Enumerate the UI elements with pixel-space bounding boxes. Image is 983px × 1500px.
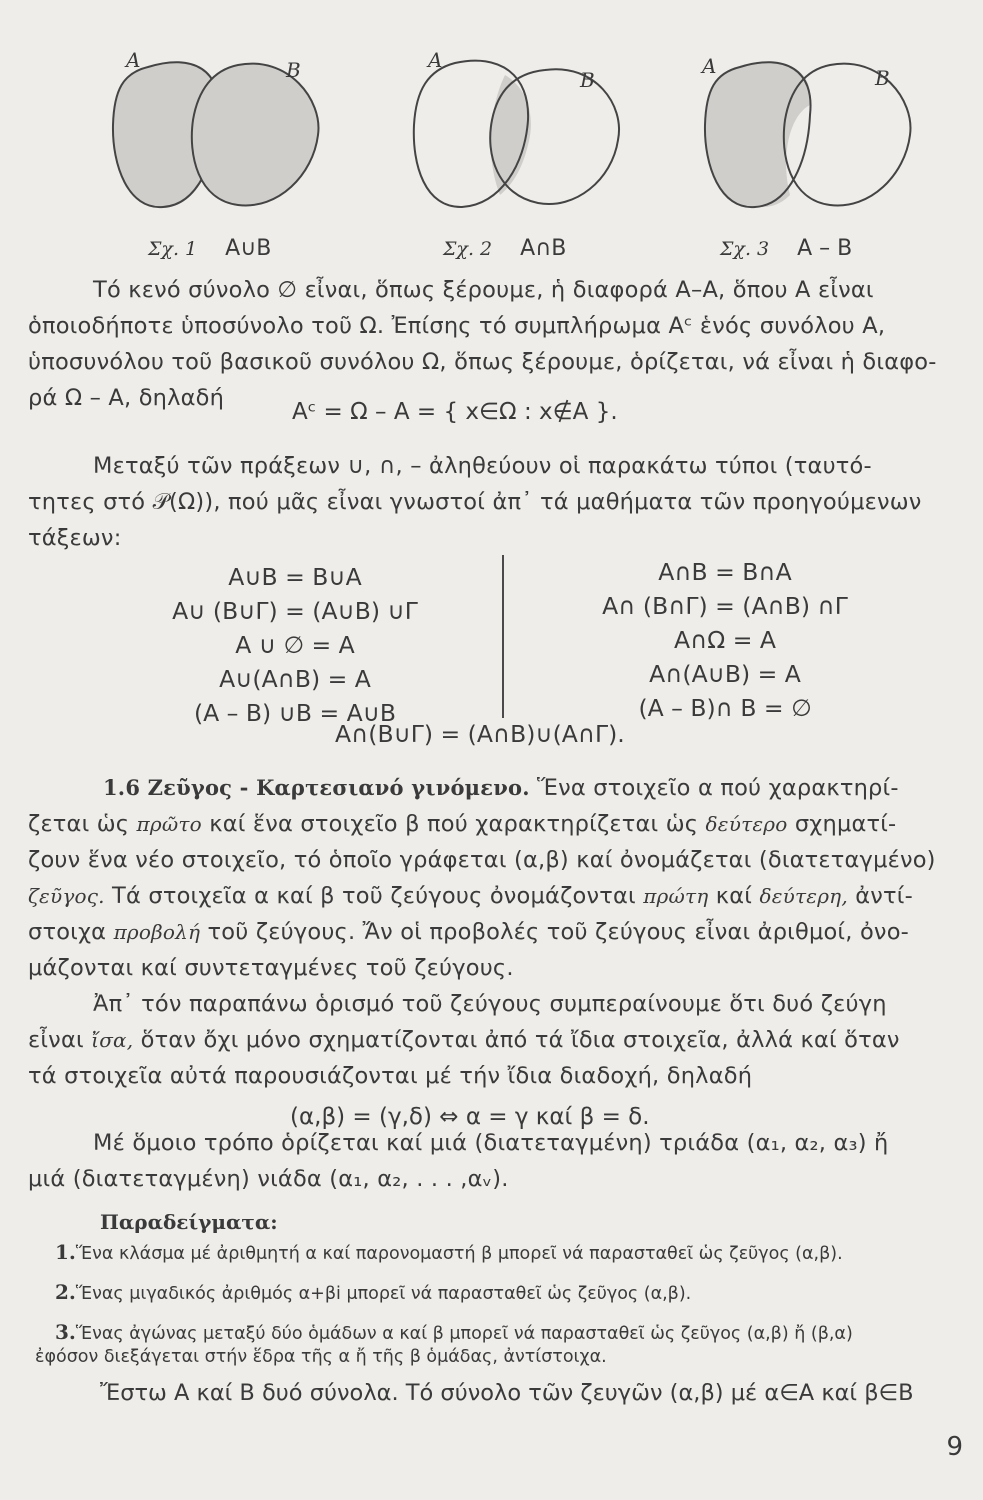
text-run: ὅταν ὄχι μόνο σχηματίζονται ἀπό τά ἴδια στοιχεῖα, ἀλλά καί ὅταν xyxy=(133,1027,900,1053)
text-line: ζουν ἕνα νέο στοιχεῖο, τό ὁποῖο γράφεται (α,β) καί ὀνομάζεται (διατεταγμένο) xyxy=(28,847,936,873)
figure-caption-3 xyxy=(720,236,852,261)
text-run: τοῦ ζεύγους. Ἄν οἱ προβολές τοῦ ζεύγους εἶναι ἀριθμοί, ὀνο- xyxy=(200,919,909,945)
identity-distributive: A∩(B∪Γ) = (A∩B)∪(A∩Γ). xyxy=(335,720,625,748)
figure-number: Σχ. 3 xyxy=(720,238,770,260)
figure-operation: A∩B xyxy=(520,236,567,261)
figure-operation: A∪B xyxy=(225,236,272,261)
text-run: σχηματί- xyxy=(787,811,897,837)
text-line xyxy=(28,914,958,950)
figure-operation: A – B xyxy=(797,236,853,261)
identities-right-column xyxy=(540,555,910,725)
venn-figure-difference xyxy=(690,45,930,225)
emphasis: δεύτερη, xyxy=(759,884,848,908)
pair-equality-formula: (α,β) = (γ,δ) ⇔ α = γ καί β = δ. xyxy=(290,1104,650,1130)
example-number: 1. xyxy=(55,1240,76,1264)
identity: A∪(A∩B) = A xyxy=(219,665,371,693)
identities-left-column xyxy=(110,560,480,730)
figure-number: Σχ. 2 xyxy=(443,238,493,260)
example-3 xyxy=(55,1320,853,1344)
text-line: Μεταξύ τῶν πράξεων ∪, ∩, – ἀληθεύουν οἱ παρακάτω τύποι (ταυτό- xyxy=(93,453,872,479)
venn-figure-union xyxy=(98,45,338,225)
identity: (A – B) ∪B = A∪B xyxy=(193,699,397,727)
emphasis: δεύτερο xyxy=(705,812,788,836)
text-run: Τά στοιχεῖα α καί β τοῦ ζεύγους ὀνομάζονται xyxy=(104,883,644,909)
figure-caption-1 xyxy=(148,236,271,261)
identity: A ∪ ∅ = A xyxy=(235,631,355,659)
venn3-label-b: B xyxy=(875,66,890,90)
section-pair xyxy=(28,770,958,986)
text-run: ἀντί- xyxy=(847,883,913,909)
example-text: Ἕνας μιγαδικός ἀριθμός α+βi μπορεῖ νά παρασταθεῖ ὡς ζεῦγος (α,β). xyxy=(75,1284,692,1304)
identity: A∩B = B∩A xyxy=(658,558,792,586)
venn1-label-a: A xyxy=(126,48,141,72)
text-line: τητες στό 𝒫(Ω)), πού μᾶς εἶναι γνωστοί ἀπ᾿ τά μαθήματα τῶν προηγούμενων xyxy=(28,489,922,515)
complement-formula: Aᶜ = Ω – A = { x∈Ω : x∉A }. xyxy=(292,399,618,425)
text-line: ὁποιοδήποτε ὑποσύνολο τοῦ Ω. Ἐπίσης τό συμπλήρωμα Aᶜ ἑνός συνόλου A, xyxy=(28,313,886,339)
text-run: Ἕνα στοιχεῖο α πού χαρακτηρί- xyxy=(529,775,899,801)
example-2 xyxy=(55,1280,691,1304)
example-3-continued: ἐφόσον διεξάγεται στήν ἕδρα τῆς α ἤ τῆς β ὁμάδας, ἀντίστοιχα. xyxy=(35,1347,607,1367)
identities-divider xyxy=(502,555,504,718)
venn2-label-a: A xyxy=(428,48,443,72)
emphasis: ζεῦγος. xyxy=(28,884,105,908)
identity: A∩Ω = A xyxy=(674,626,776,654)
paragraph-equal-pairs xyxy=(28,986,958,1094)
text-line: μάζονται καί συντεταγμένες τοῦ ζεύγους. xyxy=(28,955,514,981)
paragraph-identities-intro xyxy=(28,448,958,556)
text-line: Μέ ὅμοιο τρόπο ὁρίζεται καί μιά (διατεταγμένη) τριάδα (α₁, α₂, α₃) ἤ xyxy=(93,1130,889,1156)
example-number: 3. xyxy=(55,1320,76,1344)
text-line: Ἀπ᾿ τόν παραπάνω ὁρισμό τοῦ ζεύγους συμπεραίνουμε ὅτι δυό ζεύγη xyxy=(93,991,887,1017)
emphasis: ἴσα, xyxy=(91,1028,134,1052)
figure-caption-2 xyxy=(443,236,566,261)
section-heading: 1.6 Ζεῦγος - Καρτεσιανό γινόμενο. xyxy=(103,775,530,800)
examples-heading: Παραδείγματα: xyxy=(100,1210,278,1234)
example-text: Ἕνας ἀγώνας μεταξύ δύο ὁμάδων α καί β μπορεῖ νά παρασταθεῖ ὡς ζεῦγος (α,β) ἤ (β,α) xyxy=(75,1324,853,1344)
venn2-label-b: B xyxy=(580,68,595,92)
text-run: καί xyxy=(708,883,760,909)
section-first-line xyxy=(28,770,958,806)
text-run: εἶναι xyxy=(28,1027,92,1053)
identity: A∪B = B∪A xyxy=(228,563,362,591)
text-run: ζεται ὡς xyxy=(28,811,137,837)
text-line xyxy=(28,1022,958,1058)
venn3-label-a: A xyxy=(702,54,717,78)
venn-figure-intersection xyxy=(400,45,640,225)
text-line: ὑποσυνόλου τοῦ βασικοῦ συνόλου Ω, ὅπως ξέρουμε, ὁρίζεται, νά εἶναι ἡ διαφο- xyxy=(28,349,937,375)
identity: A∪ (B∪Γ) = (A∪B) ∪Γ xyxy=(172,597,418,625)
example-text: Ἕνα κλάσμα μέ ἀριθμητή α καί παρονομαστή β μπορεῖ νά παρασταθεῖ ὡς ζεῦγος (α,β). xyxy=(75,1244,843,1264)
text-line: τάξεων: xyxy=(28,525,122,551)
figure-number: Σχ. 1 xyxy=(148,238,198,260)
text-run: στοιχα xyxy=(28,919,114,945)
text-line xyxy=(28,806,958,842)
text-run: καί ἕνα στοιχεῖο β πού χαρακτηρίζεται ὡς xyxy=(201,811,706,837)
identity: A∩ (B∩Γ) = (A∩B) ∩Γ xyxy=(602,592,848,620)
text-line: ρά Ω – A, δηλαδή xyxy=(28,385,225,411)
example-1 xyxy=(55,1240,843,1264)
paragraph-empty-set xyxy=(28,272,958,416)
text-line xyxy=(28,878,958,914)
text-line: τά στοιχεῖα αὐτά παρουσιάζονται μέ τήν ἴδια διαδοχή, δηλαδή xyxy=(28,1063,753,1089)
text-line: μιά (διατεταγμένη) νιάδα (α₁, α₂, . . . ,αᵥ). xyxy=(28,1166,509,1192)
identity: (A – B)∩ B = ∅ xyxy=(638,694,812,722)
paragraph-tuples xyxy=(28,1125,958,1197)
identity: A∩(A∪B) = A xyxy=(649,660,801,688)
closing-line: Ἔστω A καί B δυό σύνολα. Τό σύνολο τῶν ζευγῶν (α,β) μέ α∈A καί β∈B xyxy=(100,1380,914,1406)
emphasis: πρῶτο xyxy=(136,812,202,836)
example-number: 2. xyxy=(55,1280,76,1304)
emphasis: προβολή xyxy=(113,920,201,944)
venn1-label-b: B xyxy=(286,58,301,82)
page-number: 9 xyxy=(946,1432,963,1462)
emphasis: πρώτη xyxy=(643,884,709,908)
text-line: Τό κενό σύνολο ∅ εἶναι, ὅπως ξέρουμε, ἡ διαφορά A–A, ὅπου A εἶναι xyxy=(93,277,874,303)
